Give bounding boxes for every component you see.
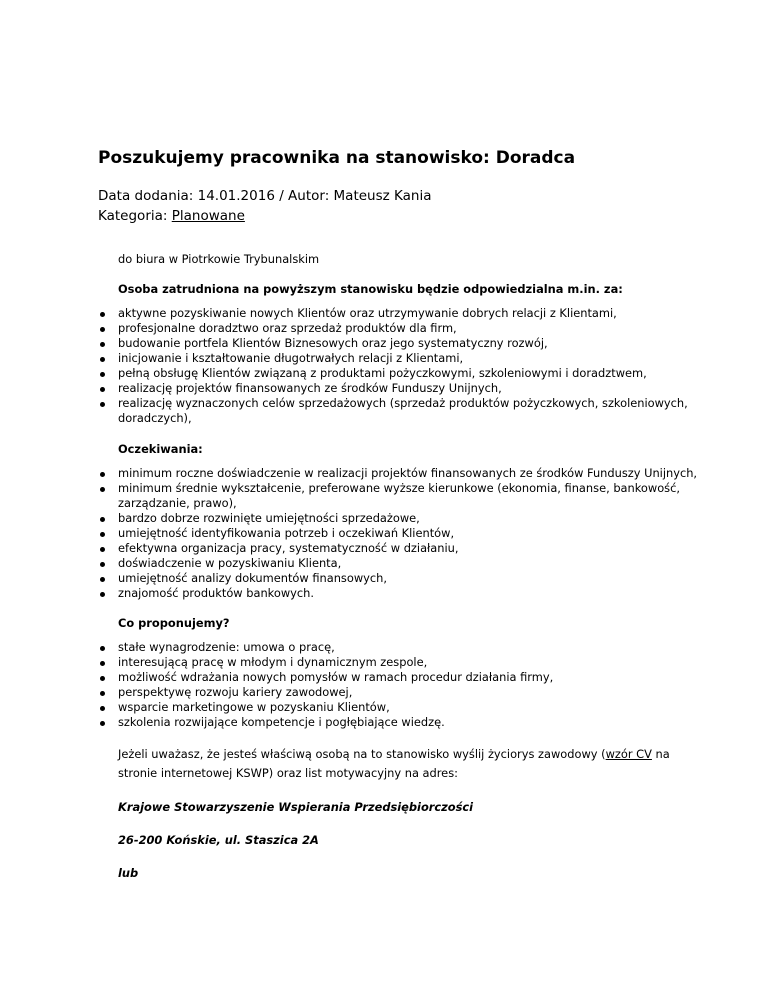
list-item: bardzo dobrze rozwinięte umiejętności sprzedażowe, bbox=[112, 511, 698, 526]
category-line bbox=[98, 206, 698, 226]
article-meta bbox=[98, 186, 698, 226]
list-item: doświadczenie w pozyskiwaniu Klienta, bbox=[112, 556, 698, 571]
list-item: umiejętność analizy dokumentów finansowych, bbox=[112, 571, 698, 586]
responsibilities-heading: Osoba zatrudniona na powyższym stanowisku będzie odpowiedzialna m.in. za: bbox=[118, 282, 623, 296]
category-label: Kategoria: bbox=[98, 208, 172, 224]
list-item: perspektywę rozwoju kariery zawodowej, bbox=[112, 685, 698, 700]
list-item: pełną obsługę Klientów związaną z produktami pożyczkowymi, szkoleniowymi i doradztwem, bbox=[112, 366, 698, 381]
list-item: budowanie portfela Klientów Biznesowych oraz jego systematyczny rozwój, bbox=[112, 336, 698, 351]
list-item: aktywne pozyskiwanie nowych Klientów oraz utrzymywanie dobrych relacji z Klientami, bbox=[112, 306, 698, 321]
article-body bbox=[98, 252, 698, 881]
category-link[interactable]: Planowane bbox=[171, 208, 245, 224]
list-item: umiejętność identyfikowania potrzeb i oczekiwań Klientów, bbox=[112, 526, 698, 541]
apply-text-before: Jeżeli uważasz, że jesteś właściwą osobą na to stanowisko wyślij życiorys zawodowy ( bbox=[118, 747, 606, 761]
list-item: inicjowanie i kształtowanie długotrwałych relacji z Klientami, bbox=[112, 351, 698, 366]
list-item: interesującą pracę w młodym i dynamicznym zespole, bbox=[112, 655, 698, 670]
organization-name: Krajowe Stowarzyszenie Wspierania Przedsiębiorczości bbox=[118, 800, 474, 814]
list-item: realizację wyznaczonych celów sprzedażowych (sprzedaż produktów pożyczkowych, szkoleniowych, doradczych), bbox=[112, 396, 698, 426]
list-item: minimum średnie wykształcenie, preferowane wyższe kierunkowe (ekonomia, finanse, bankowość, zarządzanie, prawo), bbox=[112, 481, 698, 511]
list-item: profesjonalne doradztwo oraz sprzedaż produktów dla firm, bbox=[112, 321, 698, 336]
apply-text-after: na stronie internetowej KSWP) oraz list motywacyjny na adres: bbox=[118, 747, 670, 780]
list-item: szkolenia rozwijające kompetencje i pogłębiające wiedzę. bbox=[112, 715, 698, 730]
offer-list bbox=[98, 640, 698, 730]
organization-address: 26-200 Końskie, ul. Staszica 2A bbox=[118, 833, 319, 847]
cv-template-link[interactable]: wzór CV bbox=[605, 747, 652, 761]
list-item: możliwość wdrażania nowych pomysłów w ramach procedur działania firmy, bbox=[112, 670, 698, 685]
expectations-list bbox=[98, 466, 698, 601]
or-text: lub bbox=[118, 866, 139, 880]
apply-paragraph bbox=[98, 745, 698, 783]
responsibilities-list bbox=[98, 306, 698, 426]
expectations-heading: Oczekiwania: bbox=[118, 442, 203, 456]
list-item: stałe wynagrodzenie: umowa o pracę, bbox=[112, 640, 698, 655]
list-item: realizację projektów finansowanych ze środków Funduszy Unijnych, bbox=[112, 381, 698, 396]
article bbox=[98, 146, 698, 899]
list-item: minimum roczne doświadczenie w realizacji projektów finansowanych ze środków Funduszy Unijnych, bbox=[112, 466, 698, 481]
list-item: znajomość produktów bankowych. bbox=[112, 586, 698, 601]
intro-text: do biura w Piotrkowie Trybunalskim bbox=[118, 252, 320, 266]
date-author-line: Data dodania: 14.01.2016 / Autor: Mateusz Kania bbox=[98, 188, 432, 204]
list-item: wsparcie marketingowe w pozyskaniu Klientów, bbox=[112, 700, 698, 715]
offer-heading: Co proponujemy? bbox=[118, 616, 230, 630]
page-title: Poszukujemy pracownika na stanowisko: Doradca bbox=[98, 148, 576, 168]
list-item: efektywna organizacja pracy, systematyczność w działaniu, bbox=[112, 541, 698, 556]
